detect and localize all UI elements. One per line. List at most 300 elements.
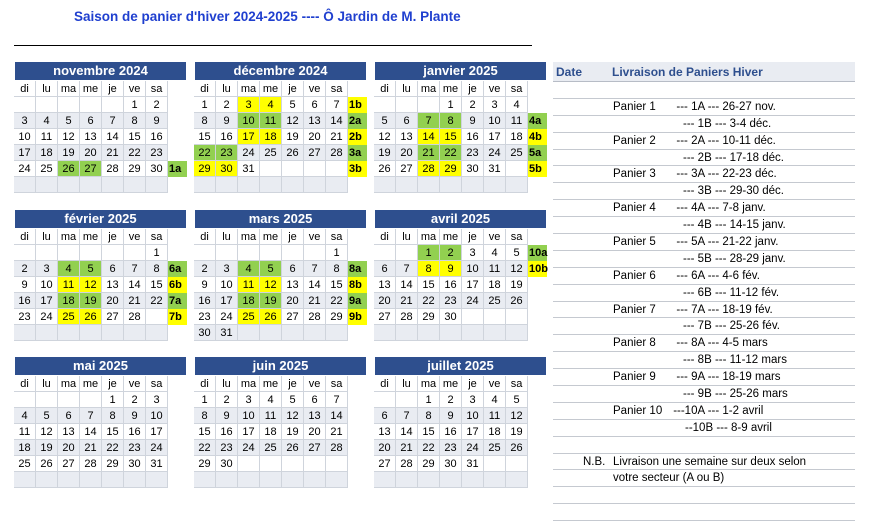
day-cell	[102, 245, 124, 261]
day-cell: 22	[418, 440, 440, 456]
delivery-week-label	[168, 472, 187, 488]
delivery-week-label	[168, 408, 187, 424]
day-cell: 7	[102, 113, 124, 129]
day-cell	[506, 309, 528, 325]
day-cell	[506, 177, 528, 193]
day-cell: 5	[80, 261, 102, 277]
day-cell	[58, 392, 80, 408]
day-cell: 26	[506, 440, 528, 456]
day-cell: 17	[36, 293, 58, 309]
day-cell: 6	[102, 261, 124, 277]
weekday-header: di	[14, 376, 36, 392]
delivery-row	[553, 504, 855, 521]
day-cell	[282, 161, 304, 177]
delivery-row-detail: --- 4A --- 7-8 janv.	[670, 202, 766, 215]
day-cell	[194, 177, 216, 193]
delivery-week-label: 3a	[348, 145, 367, 161]
day-cell: 22	[194, 145, 216, 161]
delivery-row	[553, 302, 855, 319]
day-cell: 12	[58, 129, 80, 145]
weekday-header: me	[260, 81, 282, 97]
day-cell: 26	[36, 456, 58, 472]
day-cell: 27	[304, 145, 326, 161]
weekday-header: me	[80, 376, 102, 392]
day-cell: 10	[462, 261, 484, 277]
day-cell: 23	[14, 309, 36, 325]
day-cell: 7	[396, 408, 418, 424]
day-cell: 17	[462, 277, 484, 293]
day-cell: 6	[58, 408, 80, 424]
weekday-header: di	[194, 376, 216, 392]
day-cell: 3	[36, 261, 58, 277]
delivery-row-label: Panier 2	[613, 134, 656, 147]
day-cell: 2	[440, 392, 462, 408]
day-cell: 12	[80, 277, 102, 293]
delivery-row	[553, 487, 855, 504]
day-cell: 26	[282, 440, 304, 456]
day-cell: 5	[282, 392, 304, 408]
day-cell: 4	[238, 261, 260, 277]
day-cell: 14	[418, 129, 440, 145]
delivery-week-label	[528, 424, 547, 440]
day-cell	[418, 325, 440, 341]
day-cell: 13	[304, 408, 326, 424]
day-cell: 25	[260, 440, 282, 456]
day-cell: 1	[194, 97, 216, 113]
delivery-row-label: Panier 3	[613, 168, 656, 181]
day-cell: 10	[238, 113, 260, 129]
day-cell	[506, 161, 528, 177]
day-cell: 21	[418, 145, 440, 161]
day-cell	[484, 177, 506, 193]
day-cell: 13	[80, 129, 102, 145]
day-cell: 16	[14, 293, 36, 309]
day-cell: 3	[484, 97, 506, 113]
day-cell	[80, 177, 102, 193]
weekday-header: di	[374, 229, 396, 245]
day-cell	[36, 472, 58, 488]
day-cell: 10	[146, 408, 168, 424]
weekday-header: ve	[124, 81, 146, 97]
day-cell: 5	[506, 245, 528, 261]
day-cell	[326, 456, 348, 472]
delivery-list	[553, 62, 855, 521]
day-cell: 14	[80, 424, 102, 440]
day-cell: 20	[282, 293, 304, 309]
day-cell: 27	[374, 309, 396, 325]
day-cell: 19	[506, 424, 528, 440]
day-cell: 25	[14, 456, 36, 472]
day-cell: 14	[396, 424, 418, 440]
day-cell	[146, 472, 168, 488]
day-cell: 18	[238, 293, 260, 309]
day-cell: 17	[14, 145, 36, 161]
day-cell: 30	[216, 161, 238, 177]
delivery-row-label: Panier 7	[613, 303, 656, 316]
day-cell: 8	[326, 261, 348, 277]
day-cell	[440, 325, 462, 341]
spacer	[348, 81, 367, 97]
day-cell: 9	[14, 277, 36, 293]
day-cell: 15	[440, 129, 462, 145]
delivery-week-label	[168, 440, 187, 456]
weekday-header: di	[14, 81, 36, 97]
day-cell: 6	[282, 261, 304, 277]
delivery-week-label: 2a	[348, 113, 367, 129]
delivery-row-detail: ---10A --- 1-2 avril	[670, 404, 764, 417]
weekday-header: me	[260, 229, 282, 245]
day-cell	[484, 325, 506, 341]
delivery-row-label: Panier 6	[613, 269, 656, 282]
day-cell: 11	[58, 277, 80, 293]
day-cell: 20	[58, 440, 80, 456]
day-cell: 11	[36, 129, 58, 145]
day-cell: 4	[484, 392, 506, 408]
delivery-list-header	[553, 62, 855, 82]
day-cell	[36, 245, 58, 261]
day-cell: 11	[260, 113, 282, 129]
delivery-row-detail: Livraison une semaine sur deux selon	[613, 455, 807, 468]
day-cell: 9	[440, 408, 462, 424]
day-cell: 30	[124, 456, 146, 472]
day-cell: 11	[506, 113, 528, 129]
delivery-row	[553, 200, 855, 217]
day-cell	[304, 472, 326, 488]
day-cell	[260, 245, 282, 261]
weekday-header: me	[440, 376, 462, 392]
day-cell: 9	[216, 113, 238, 129]
delivery-row-detail: --- 1A --- 26-27 nov.	[670, 100, 776, 113]
month-title: mars 2025	[195, 210, 366, 228]
delivery-row	[553, 150, 855, 167]
day-cell	[326, 161, 348, 177]
day-cell: 30	[462, 161, 484, 177]
delivery-week-label	[348, 177, 367, 193]
day-cell	[14, 245, 36, 261]
delivery-week-label	[348, 424, 367, 440]
day-cell: 14	[396, 277, 418, 293]
delivery-week-label	[348, 440, 367, 456]
delivery-row-detail: --- 3A --- 22-23 déc.	[670, 168, 777, 181]
day-cell: 3	[14, 113, 36, 129]
weekday-header: ma	[418, 376, 440, 392]
spacer	[168, 376, 187, 392]
spacer	[528, 376, 547, 392]
day-cell	[58, 245, 80, 261]
day-cell: 23	[440, 440, 462, 456]
day-cell: 25	[484, 440, 506, 456]
day-cell	[462, 325, 484, 341]
month-calendar	[194, 210, 366, 341]
day-cell: 28	[80, 456, 102, 472]
day-cell: 12	[282, 113, 304, 129]
day-cell	[506, 456, 528, 472]
delivery-row-label: Panier 9	[613, 371, 656, 384]
day-cell: 15	[326, 277, 348, 293]
day-cell	[396, 472, 418, 488]
day-cell: 1	[418, 245, 440, 261]
day-cell: 31	[462, 456, 484, 472]
day-cell: 12	[506, 261, 528, 277]
delivery-week-label: 8a	[348, 261, 367, 277]
day-cell: 16	[216, 424, 238, 440]
day-cell: 13	[102, 277, 124, 293]
day-cell	[216, 177, 238, 193]
day-cell: 28	[102, 161, 124, 177]
day-cell	[506, 472, 528, 488]
delivery-row-detail: votre secteur (A ou B)	[613, 472, 725, 485]
day-cell	[260, 472, 282, 488]
weekday-header: ma	[58, 376, 80, 392]
month-calendar	[374, 62, 546, 193]
day-cell: 24	[146, 440, 168, 456]
weekday-header: me	[440, 81, 462, 97]
day-cell	[396, 245, 418, 261]
day-cell	[124, 177, 146, 193]
day-cell: 3	[238, 392, 260, 408]
day-cell: 6	[304, 392, 326, 408]
month-calendar	[194, 62, 366, 193]
delivery-week-label	[528, 408, 547, 424]
month-calendar	[374, 357, 546, 488]
delivery-week-label	[168, 129, 187, 145]
day-cell: 18	[260, 129, 282, 145]
day-cell: 13	[282, 277, 304, 293]
day-cell: 28	[124, 309, 146, 325]
delivery-week-label	[168, 145, 187, 161]
day-cell	[282, 325, 304, 341]
month-title: novembre 2024	[15, 62, 186, 80]
day-cell: 14	[102, 129, 124, 145]
weekday-header: je	[282, 229, 304, 245]
day-cell	[238, 245, 260, 261]
weekday-header: lu	[216, 376, 238, 392]
day-cell: 9	[146, 113, 168, 129]
day-cell: 27	[282, 309, 304, 325]
day-cell: 22	[440, 145, 462, 161]
spacer	[348, 229, 367, 245]
day-cell	[326, 177, 348, 193]
weekday-header: lu	[396, 81, 418, 97]
day-cell: 30	[194, 325, 216, 341]
delivery-week-label: 10a	[529, 247, 548, 259]
delivery-week-label: 4a	[528, 113, 547, 129]
day-cell	[80, 472, 102, 488]
day-cell: 8	[124, 113, 146, 129]
day-cell: 4	[260, 392, 282, 408]
day-cell	[326, 325, 348, 341]
day-cell: 9	[194, 277, 216, 293]
spacer	[168, 81, 187, 97]
day-cell: 15	[194, 424, 216, 440]
day-cell: 16	[194, 293, 216, 309]
day-cell: 20	[374, 440, 396, 456]
day-cell: 10	[484, 113, 506, 129]
weekday-header: ve	[304, 229, 326, 245]
weekday-header: me	[260, 376, 282, 392]
weekday-header: je	[102, 81, 124, 97]
day-cell: 31	[484, 161, 506, 177]
day-cell: 16	[462, 129, 484, 145]
day-cell	[374, 472, 396, 488]
day-cell: 18	[260, 424, 282, 440]
delivery-week-label	[348, 325, 367, 341]
day-cell	[194, 245, 216, 261]
day-cell: 31	[216, 325, 238, 341]
day-cell: 29	[418, 309, 440, 325]
day-cell: 7	[326, 392, 348, 408]
delivery-row-detail: --10B --- 8-9 avril	[685, 421, 772, 434]
delivery-week-label	[168, 177, 187, 193]
day-cell	[124, 472, 146, 488]
weekday-header: me	[80, 229, 102, 245]
delivery-row-detail: --- 5B --- 28-29 janv.	[683, 252, 786, 265]
day-cell: 15	[102, 424, 124, 440]
title-underline	[14, 45, 532, 46]
delivery-week-label: 2b	[348, 129, 367, 145]
day-cell: 25	[36, 161, 58, 177]
day-cell: 2	[216, 392, 238, 408]
day-cell	[36, 392, 58, 408]
day-cell: 27	[58, 456, 80, 472]
weekday-header: ma	[238, 376, 260, 392]
day-cell: 11	[14, 424, 36, 440]
delivery-week-label	[348, 456, 367, 472]
spacer	[528, 81, 547, 97]
day-cell: 4	[484, 245, 506, 261]
delivery-row-detail: --- 8B --- 11-12 mars	[683, 354, 787, 367]
day-cell: 18	[58, 293, 80, 309]
weekday-header: sa	[506, 81, 528, 97]
delivery-row-detail: --- 1B --- 3-4 déc.	[683, 117, 772, 130]
day-cell: 3	[462, 245, 484, 261]
delivery-row-detail: --- 7A --- 18-19 fév.	[670, 303, 773, 316]
day-cell: 29	[440, 161, 462, 177]
day-cell	[146, 325, 168, 341]
delivery-row-label: N.B.	[583, 455, 606, 468]
delivery-row	[553, 99, 855, 116]
delivery-week-label	[528, 177, 547, 193]
delivery-column-header: Livraison de Paniers Hiver	[612, 65, 763, 79]
day-cell: 20	[396, 145, 418, 161]
day-cell	[14, 97, 36, 113]
day-cell: 11	[238, 277, 260, 293]
day-cell	[80, 392, 102, 408]
weekday-header: sa	[146, 81, 168, 97]
delivery-week-label: 1a	[168, 161, 187, 177]
page-title: Saison de panier d'hiver 2024-2025 ---- Ô Jardin de M. Plante	[74, 9, 461, 24]
day-cell: 23	[124, 440, 146, 456]
day-cell: 10	[14, 129, 36, 145]
delivery-row-label: Panier 10	[613, 404, 663, 417]
weekday-header: lu	[396, 376, 418, 392]
day-cell	[282, 456, 304, 472]
day-cell	[14, 392, 36, 408]
day-cell: 23	[146, 145, 168, 161]
day-cell: 17	[462, 424, 484, 440]
weekday-header: je	[102, 376, 124, 392]
day-cell: 16	[146, 129, 168, 145]
day-cell: 30	[440, 309, 462, 325]
day-cell	[238, 456, 260, 472]
delivery-week-label	[528, 277, 547, 293]
day-cell: 16	[216, 129, 238, 145]
day-cell: 31	[238, 161, 260, 177]
weekday-header: di	[194, 229, 216, 245]
weekday-header: je	[462, 81, 484, 97]
weekday-header: lu	[36, 81, 58, 97]
month-title: juin 2025	[195, 357, 366, 375]
day-cell: 12	[282, 408, 304, 424]
day-cell: 3	[462, 392, 484, 408]
day-cell: 11	[484, 261, 506, 277]
day-cell	[216, 245, 238, 261]
delivery-week-label	[168, 392, 187, 408]
delivery-row-detail: --- 7B --- 25-26 fév.	[683, 320, 780, 333]
day-cell	[462, 309, 484, 325]
weekday-header: je	[102, 229, 124, 245]
day-cell: 21	[304, 293, 326, 309]
day-cell: 22	[102, 440, 124, 456]
day-cell: 4	[36, 113, 58, 129]
delivery-row-label: Panier 8	[613, 337, 656, 350]
weekday-header: me	[440, 229, 462, 245]
day-cell: 18	[484, 424, 506, 440]
delivery-row	[553, 82, 855, 99]
day-cell: 5	[36, 408, 58, 424]
month-title: janvier 2025	[375, 62, 546, 80]
day-cell	[396, 177, 418, 193]
day-cell: 28	[418, 161, 440, 177]
day-cell: 20	[304, 424, 326, 440]
weekday-header: sa	[146, 229, 168, 245]
delivery-week-label: 1b	[348, 97, 367, 113]
day-cell: 22	[124, 145, 146, 161]
spacer	[528, 229, 547, 245]
month-title: avril 2025	[375, 210, 546, 228]
day-cell: 16	[440, 424, 462, 440]
day-cell: 19	[36, 440, 58, 456]
day-cell: 25	[58, 309, 80, 325]
day-cell: 7	[304, 261, 326, 277]
delivery-week-label: 6b	[168, 277, 187, 293]
weekday-header: ve	[124, 229, 146, 245]
day-cell: 2	[216, 97, 238, 113]
day-cell: 29	[194, 161, 216, 177]
weekday-header: ve	[304, 81, 326, 97]
weekday-header: di	[374, 376, 396, 392]
day-cell	[194, 472, 216, 488]
day-cell: 3	[146, 392, 168, 408]
day-cell: 15	[124, 129, 146, 145]
month-calendar	[14, 357, 186, 488]
delivery-week-label	[348, 392, 367, 408]
day-cell: 21	[396, 293, 418, 309]
delivery-row	[553, 116, 855, 133]
day-cell: 26	[80, 309, 102, 325]
day-cell: 17	[238, 424, 260, 440]
day-cell: 25	[238, 309, 260, 325]
day-cell	[36, 177, 58, 193]
day-cell: 21	[124, 293, 146, 309]
day-cell: 11	[484, 408, 506, 424]
day-cell: 21	[396, 440, 418, 456]
day-cell	[326, 472, 348, 488]
spacer	[348, 376, 367, 392]
day-cell	[146, 177, 168, 193]
day-cell: 21	[80, 440, 102, 456]
day-cell: 7	[326, 97, 348, 113]
